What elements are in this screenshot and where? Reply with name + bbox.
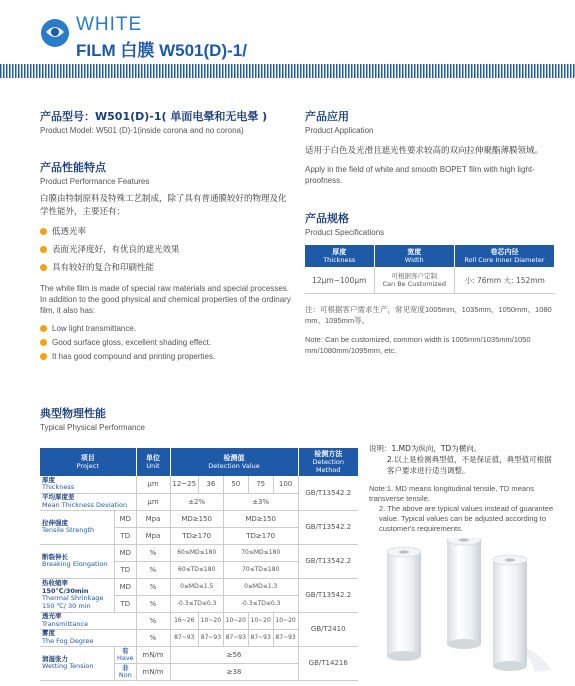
model-heading-en: Product Model: W501 (D)-1(inside corona and no corona) [40, 126, 244, 135]
row-transmittance-label: 透光率 Transmittance [40, 612, 136, 629]
left-column [40, 108, 292, 361]
cell-unit: % [136, 595, 170, 612]
features-intro: 白膜由特制原料及特殊工艺制成，除了具有普通膜较好的物理及化学性能外，主要还有： [40, 194, 287, 217]
film-rolls-image [385, 538, 555, 678]
cell-value: 10~20 [198, 612, 223, 629]
cell-method: GB/T13542.2 [298, 476, 358, 510]
cell-value: 87~93 [223, 629, 248, 646]
note-en-1: Note:1. MD means longitudinal tensile, TD means transverse tensile. [369, 484, 534, 503]
cell-value: TD≥170 [170, 527, 223, 544]
cell-method: GB/T13542.2 [298, 510, 358, 544]
cell-direction: TD [115, 527, 136, 544]
bullet-dot-icon [40, 264, 47, 271]
note-en-2: 2. The above are typical values instead of guarantee value. Typical values can be adjusted according to customer's requirements. [379, 504, 554, 533]
application-text: 适用于白色及光滑且遮光性要求较高的双向拉伸聚酯薄膜领域。 [305, 146, 544, 156]
cell-value: 16~26 [170, 612, 198, 629]
cell-value: 10~20 [273, 612, 298, 629]
cell-unit: % [136, 612, 170, 629]
row-shrinkage-label: 热收缩率 150℃/30min Thermal Shrinkage 150 ℃/ 30 min [40, 578, 115, 612]
cell-unit: % [136, 578, 170, 595]
cell-value: ±3% [223, 493, 298, 510]
cell-value: 87~93 [248, 629, 273, 646]
cell-value: 70≤TD≤180 [223, 561, 298, 578]
row-thickness-label: 厚度 Thickness [40, 476, 136, 493]
cell-value: 60≤TD≤180 [170, 561, 223, 578]
title-white: WHITE [76, 14, 143, 35]
physical-table [40, 448, 358, 681]
specs-heading-en: Product Specifications [305, 228, 385, 237]
spec-width: 可根据客户定制 Can Be Customized [374, 267, 454, 294]
spec-core: 小: 76mm 大: 152mm [454, 267, 554, 294]
cell-non: 非 Non [115, 663, 136, 680]
features-intro-en: The white film is made of special raw materials and special processes. In addition to the good physical and chemical properties of the ordinary film, it also has: [40, 284, 291, 315]
application-heading: 产品应用 [305, 110, 349, 123]
cell-value: 36 [198, 476, 223, 493]
specs-note: 注：可根据客户需求生产，常见宽度1005mm、1035mm、1050mm、1080 mm、1095mm等。 [305, 305, 552, 325]
application-text-en: Apply in the field of white and smooth BOPET film with high light-proofness. [305, 165, 535, 185]
title-film: FILM 白膜 W501(D)-1/ [76, 41, 247, 60]
spec-thickness: 12μm~100μm [305, 267, 374, 294]
cell-value: 87~93 [170, 629, 198, 646]
cell-value: 50 [223, 476, 248, 493]
header-method: 检测方法 Detection Method [298, 448, 358, 476]
cell-direction: MD [115, 578, 136, 595]
spec-header: 厚度 Thickness [305, 245, 374, 267]
application-heading-en: Product Application [305, 126, 374, 135]
row-avg-deviation-label: 平均厚度差 Mean Thickness Deviation [40, 493, 136, 510]
features-heading: 产品性能特点 [40, 161, 106, 174]
cell-value: 75 [248, 476, 273, 493]
row-fog-label: 雾度 The Fog Degree [40, 629, 136, 646]
feature-bullet-en: Good surface gloss, excellent shading effect. [40, 338, 292, 347]
cell-method: GB/T13542.2 [298, 544, 358, 578]
cell-method: GB/T2410 [298, 612, 358, 646]
row-elongation-label: 断裂伸长 Breaking Elongation [40, 544, 115, 578]
cell-value: 87~93 [273, 629, 298, 646]
cell-direction: TD [115, 595, 136, 612]
note-cn-2: 2.以上是检测典型值，不是保证值，典型值可根据客户要求进行适当调整。 [387, 455, 552, 475]
cell-direction: MD [115, 544, 136, 561]
spec-header: 宽度 Width [374, 245, 454, 267]
feature-bullet: 低透光率 [40, 225, 292, 237]
cell-value: 10~20 [248, 612, 273, 629]
physical-heading: 典型物理性能 [40, 407, 106, 420]
note-cn-1: 说明：1.MD为纵向，TD为横向。 [369, 444, 482, 453]
header-value: 检测值 Detection Value [170, 448, 298, 476]
cell-method: GB/T14216 [298, 646, 358, 680]
bullet-dot-icon [40, 228, 47, 235]
cell-value: 12~25 [170, 476, 198, 493]
cell-value: 70≤MD≤180 [223, 544, 298, 561]
specs-heading: 产品规格 [305, 212, 349, 225]
bullet-dot-icon [40, 325, 47, 332]
cell-unit: mN/m [136, 663, 170, 680]
specs-note-en: Note: Can be customized, common width is 1005mm/1035mm/1050 mm/1080mm/1095mm, etc. [305, 335, 531, 355]
cell-value: 0≤MD≤1.3 [223, 578, 298, 595]
cell-unit: Mpa [136, 527, 170, 544]
model-heading: 产品型号：W501(D)-1( 单面电晕和无电晕 ) [40, 110, 268, 123]
feature-bullet: 具有较好的复合和印刷性能 [40, 261, 292, 273]
cell-value: 10~20 [223, 612, 248, 629]
cell-direction: TD [115, 561, 136, 578]
cell-value: -0.3≤TD≤0.3 [170, 595, 223, 612]
cell-direction: MD [115, 510, 136, 527]
cell-unit: mN/m [136, 646, 170, 663]
cell-unit: μm [136, 493, 170, 510]
physical-heading-block [40, 405, 145, 432]
row-wetting-label: 润湿张力 Wetting Tension [40, 646, 115, 680]
spec-table [305, 245, 555, 294]
row-tensile-label: 拉伸强度 Tensile Strength [40, 510, 115, 544]
cell-method: GB/T13542.2 [298, 578, 358, 612]
bullet-dot-icon [40, 246, 47, 253]
feature-bullet-en: It has good compound and printing properties. [40, 352, 292, 361]
features-heading-en: Product Performance Features [40, 177, 150, 186]
cell-value: 100 [273, 476, 298, 493]
decorative-stripe-band [0, 64, 575, 78]
header-unit: 单位 Unit [136, 448, 170, 476]
notes-block [369, 443, 559, 534]
bullet-dot-icon [40, 353, 47, 360]
cell-value: ≥56 [170, 646, 298, 663]
cell-unit: % [136, 544, 170, 561]
logo-icon [40, 18, 70, 48]
cell-value: ±2% [170, 493, 223, 510]
bullet-dot-icon [40, 339, 47, 346]
cell-value: TD≥170 [223, 527, 298, 544]
cell-value: ≥38 [170, 663, 298, 680]
right-column [305, 108, 555, 356]
cell-value: 60≤MD≤180 [170, 544, 223, 561]
cell-value: -0.3≤TD≤0.3 [223, 595, 298, 612]
cell-value: 87~93 [198, 629, 223, 646]
cell-have: 有 Have [115, 646, 136, 663]
cell-unit: μm [136, 476, 170, 493]
spec-header: 卷芯内径 Roll Core Inner Diameter [454, 245, 554, 267]
physical-heading-en: Typical Physical Performance [40, 423, 145, 432]
cell-value: MD≥150 [223, 510, 298, 527]
feature-bullet-en: Low light transmittance. [40, 324, 292, 333]
cell-unit: % [136, 629, 170, 646]
feature-bullet: 表面光泽度好，有优良的遮光效果 [40, 243, 292, 255]
cell-unit: % [136, 561, 170, 578]
header-project: 项目 Project [40, 448, 136, 476]
cell-unit: Mpa [136, 510, 170, 527]
cell-value: MD≥150 [170, 510, 223, 527]
cell-value: 0≤MD≤1.5 [170, 578, 223, 595]
